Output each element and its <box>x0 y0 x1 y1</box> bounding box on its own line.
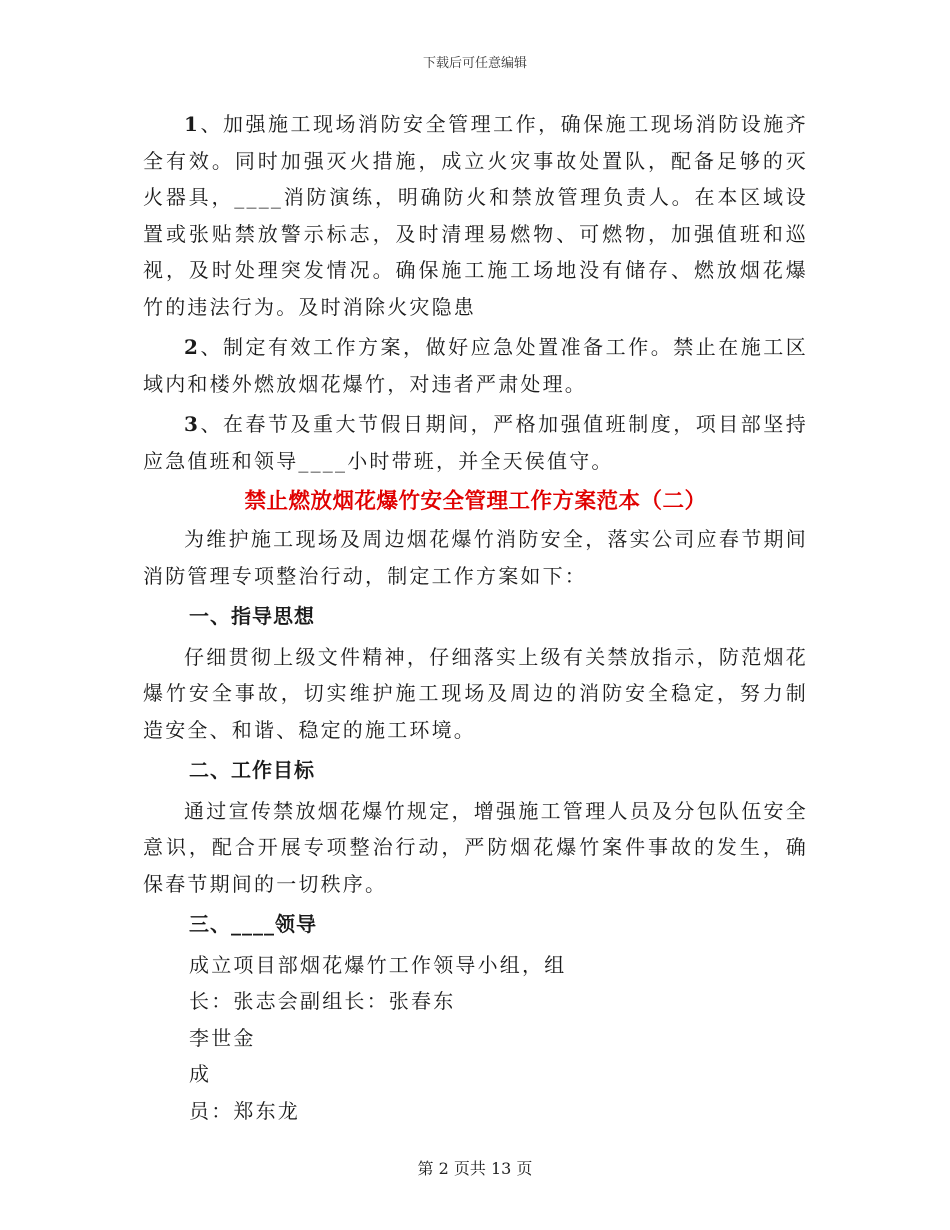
leadership-line: 成立项目部烟花爆竹工作领导小组，组 <box>189 952 567 977</box>
item-2-number: 2 <box>184 335 201 359</box>
section-title: 禁止燃放烟花爆竹安全管理工作方案范本（二） <box>244 489 707 514</box>
intro-paragraph: 为维护施工现场及周边烟花爆竹消防安全，落实公司应春节期间消防管理专项整治行动，制定工作方案如下： <box>143 527 808 588</box>
item-3 <box>143 406 808 479</box>
item-3-number: 3 <box>184 412 201 436</box>
item-3-text: 、在春节及重大节假日期间，严格加强值班制度，项目部坚持应急值班和领导____小时带班，并全天侯值守。 <box>143 412 808 473</box>
heading-work-goals: 二、工作目标 <box>189 758 315 782</box>
heading-leadership: 三、____领导 <box>189 912 317 936</box>
item-1-number: 1 <box>184 112 201 136</box>
leadership-line: 长：张志会副组长：张春东 <box>189 989 456 1013</box>
leadership-line: 成 <box>189 1062 212 1086</box>
item-1-text: 、加强施工现场消防安全管理工作，确保施工现场消防设施齐全有效。同时加强灭火措施，成立火灾事故处置队，配备足够的灭火器具，____消防演练，明确防火和禁放管理负责人。在本区域设置或张贴禁放警示标志，及时清理易燃物、可燃物，加强值班和巡视，及时处理突发情况。确保施工施工场地没有储存、燃放烟花爆竹的违法行为。及时消除火灾隐患 <box>143 112 808 319</box>
leadership-line: 李世金 <box>189 1025 256 1050</box>
item-2 <box>143 329 808 402</box>
item-2-text: 、制定有效工作方案，做好应急处置准备工作。禁止在施工区域内和楼外燃放烟花爆竹，对违者严肃处理。 <box>143 335 808 396</box>
document-body <box>143 106 808 1129</box>
leadership-line: 员：郑东龙 <box>189 1098 300 1123</box>
paragraph-guiding-ideology: 仔细贯彻上级文件精神，仔细落实上级有关禁放指示，防范烟花爆竹安全事故，切实维护施工现场及周边的消防安全稳定，努力制造安全、和谐、稳定的施工环境。 <box>143 644 808 742</box>
item-1 <box>143 106 808 325</box>
page-footer: 第 2 页共 13 页 <box>417 1159 533 1178</box>
paragraph-work-goals: 通过宣传禁放烟花爆竹规定，增强施工管理人员及分包队伍安全意识，配合开展专项整治行动，严防烟花爆竹案件事故的发生，确保春节期间的一切秩序。 <box>143 798 808 896</box>
heading-guiding-ideology: 一、指导思想 <box>189 604 315 628</box>
page-header: 下载后可任意编辑 <box>422 56 527 71</box>
